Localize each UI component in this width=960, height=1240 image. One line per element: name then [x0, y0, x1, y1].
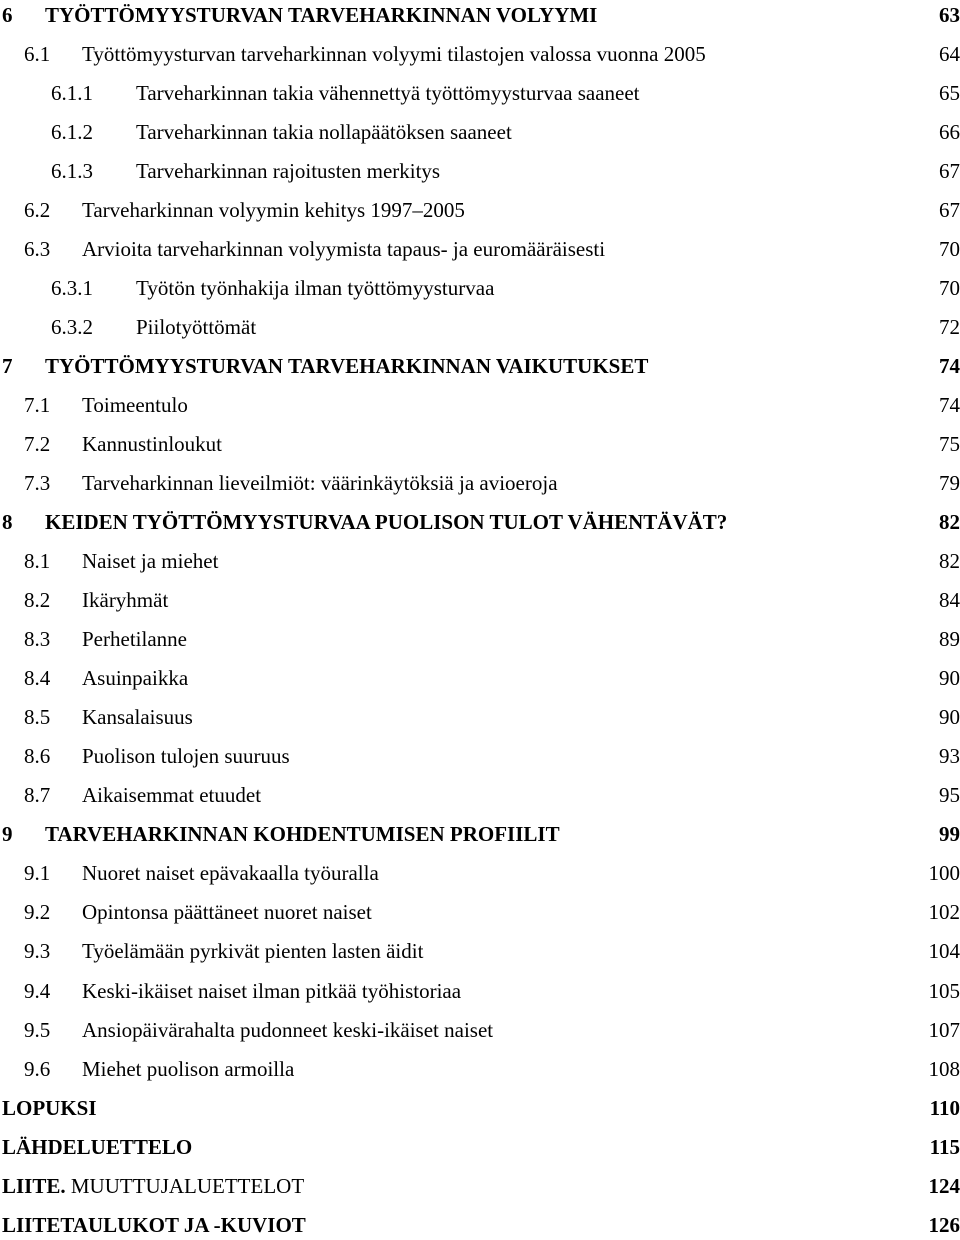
toc-entry: [0, 1093, 960, 1123]
toc-entry: [0, 234, 960, 264]
toc-entry: [0, 585, 960, 615]
section-title: LIITETAULUKOT JA -KUVIOT: [2, 1210, 306, 1240]
page-number: 110: [930, 1093, 960, 1123]
page-number: 82: [939, 546, 960, 576]
section-title: Asuinpaikka: [82, 663, 188, 693]
section-number: 9.4: [24, 976, 50, 1006]
page-number: 82: [939, 507, 960, 537]
section-number: 6.3.1: [51, 273, 93, 303]
section-title: KEIDEN TYÖTTÖMYYSTURVAA PUOLISON TULOT VÄHENTÄVÄT?: [45, 507, 727, 537]
section-title: Tarveharkinnan takia vähennettyä työttömyysturvaa saaneet: [136, 78, 640, 108]
toc-entry: [0, 312, 960, 342]
toc-entry: [0, 546, 960, 576]
section-title: Aikaisemmat etuudet: [82, 780, 261, 810]
section-number: 9.1: [24, 858, 50, 888]
section-number: 6.2: [24, 195, 50, 225]
page-number: 70: [939, 273, 960, 303]
toc-entry: [0, 39, 960, 69]
page-number: 66: [939, 117, 960, 147]
section-title: [2, 1171, 304, 1201]
section-title: TYÖTTÖMYYSTURVAN TARVEHARKINNAN VAIKUTUKSET: [45, 351, 648, 381]
toc-entry: [0, 351, 960, 381]
section-title: TYÖTTÖMYYSTURVAN TARVEHARKINNAN VOLYYMI: [45, 0, 597, 30]
page-number: 84: [939, 585, 960, 615]
page-number: 70: [939, 234, 960, 264]
page-number: 67: [939, 195, 960, 225]
toc-entry: [0, 1210, 960, 1240]
section-number: 6.3: [24, 234, 50, 264]
toc-entry: [0, 897, 960, 927]
page-number: 74: [939, 390, 960, 420]
section-title: Tarveharkinnan takia nollapäätöksen saaneet: [136, 117, 512, 147]
section-title: Miehet puolison armoilla: [82, 1054, 294, 1084]
toc-entry: [0, 156, 960, 186]
section-title: LOPUKSI: [2, 1093, 97, 1123]
page-number: 79: [939, 468, 960, 498]
section-number: 6: [2, 0, 13, 30]
section-number: 7.3: [24, 468, 50, 498]
section-number: 8.6: [24, 741, 50, 771]
toc-entry: [0, 507, 960, 537]
page-number: 74: [939, 351, 960, 381]
section-title: Tarveharkinnan lieveilmiöt: väärinkäytöksiä ja avioeroja: [82, 468, 558, 498]
toc-entry: [0, 780, 960, 810]
section-number: 9.2: [24, 897, 50, 927]
page-number: 72: [939, 312, 960, 342]
page-number: 102: [929, 897, 960, 927]
toc-entry: [0, 819, 960, 849]
page-number: 93: [939, 741, 960, 771]
section-title: Työtön työnhakija ilman työttömyysturvaa: [136, 273, 494, 303]
toc-entry: [0, 1171, 960, 1201]
section-number: 8.3: [24, 624, 50, 654]
section-title: TARVEHARKINNAN KOHDENTUMISEN PROFIILIT: [45, 819, 560, 849]
section-title: Työelämään pyrkivät pienten lasten äidit: [82, 936, 423, 966]
page-number: 115: [930, 1132, 960, 1162]
section-title: Opintonsa päättäneet nuoret naiset: [82, 897, 372, 927]
page-number: 75: [939, 429, 960, 459]
page-number: 107: [929, 1015, 960, 1045]
section-title-bold-part: LIITE.: [2, 1174, 66, 1198]
toc-entry: [0, 390, 960, 420]
section-title: Naiset ja miehet: [82, 546, 218, 576]
page-number: 104: [929, 936, 960, 966]
toc-entry: [0, 468, 960, 498]
section-number: 9.5: [24, 1015, 50, 1045]
section-number: 7.1: [24, 390, 50, 420]
section-title: Piilotyöttömät: [136, 312, 256, 342]
toc-entry: [0, 936, 960, 966]
section-number: 9.6: [24, 1054, 50, 1084]
page-number: 64: [939, 39, 960, 69]
toc-entry: [0, 1132, 960, 1162]
page-number: 100: [929, 858, 960, 888]
toc-entry: [0, 858, 960, 888]
section-number: 7: [2, 351, 13, 381]
section-number: 8.7: [24, 780, 50, 810]
section-number: 6.1.3: [51, 156, 93, 186]
page-number: 108: [929, 1054, 960, 1084]
page-number: 63: [939, 0, 960, 30]
section-title-rest: MUUTTUJALUETTELOT: [66, 1174, 305, 1198]
section-title: Keski-ikäiset naiset ilman pitkää työhistoriaa: [82, 976, 461, 1006]
section-title: LÄHDELUETTELO: [2, 1132, 192, 1162]
section-title: Arvioita tarveharkinnan volyymista tapaus- ja euromääräisesti: [82, 234, 605, 264]
section-number: 8.1: [24, 546, 50, 576]
section-number: 8.2: [24, 585, 50, 615]
section-number: 8.5: [24, 702, 50, 732]
section-title: Tarveharkinnan volyymin kehitys 1997–2005: [82, 195, 465, 225]
page-number: 126: [929, 1210, 960, 1240]
section-title: Perhetilanne: [82, 624, 187, 654]
section-title: Nuoret naiset epävakaalla työuralla: [82, 858, 379, 888]
section-title: Ikäryhmät: [82, 585, 168, 615]
page-number: 105: [929, 976, 960, 1006]
toc-entry: [0, 0, 960, 30]
toc-entry: [0, 624, 960, 654]
toc-entry: [0, 429, 960, 459]
toc-entry: [0, 702, 960, 732]
page-number: 124: [929, 1171, 960, 1201]
section-number: 8.4: [24, 663, 50, 693]
toc-entry: [0, 663, 960, 693]
section-title: Ansiopäivärahalta pudonneet keski-ikäiset naiset: [82, 1015, 493, 1045]
toc-entry: [0, 273, 960, 303]
section-title: Toimeentulo: [82, 390, 188, 420]
section-number: 8: [2, 507, 13, 537]
section-title: Kannustinloukut: [82, 429, 222, 459]
toc-entry: [0, 1054, 960, 1084]
section-number: 9: [2, 819, 13, 849]
section-number: 9.3: [24, 936, 50, 966]
section-number: 6.3.2: [51, 312, 93, 342]
toc-entry: [0, 1015, 960, 1045]
page-number: 95: [939, 780, 960, 810]
toc-entry: [0, 741, 960, 771]
page-number: 65: [939, 78, 960, 108]
toc-entry: [0, 976, 960, 1006]
section-number: 6.1.1: [51, 78, 93, 108]
toc-entry: [0, 117, 960, 147]
toc-entry: [0, 195, 960, 225]
section-number: 6.1: [24, 39, 50, 69]
section-title: Puolison tulojen suuruus: [82, 741, 290, 771]
section-title: Tarveharkinnan rajoitusten merkitys: [136, 156, 440, 186]
page-number: 90: [939, 663, 960, 693]
page-number: 89: [939, 624, 960, 654]
page-number: 67: [939, 156, 960, 186]
page-number: 99: [939, 819, 960, 849]
section-title: Työttömyysturvan tarveharkinnan volyymi tilastojen valossa vuonna 2005: [82, 39, 706, 69]
page-number: 90: [939, 702, 960, 732]
section-number: 7.2: [24, 429, 50, 459]
section-title: Kansalaisuus: [82, 702, 193, 732]
section-number: 6.1.2: [51, 117, 93, 147]
toc-entry: [0, 78, 960, 108]
